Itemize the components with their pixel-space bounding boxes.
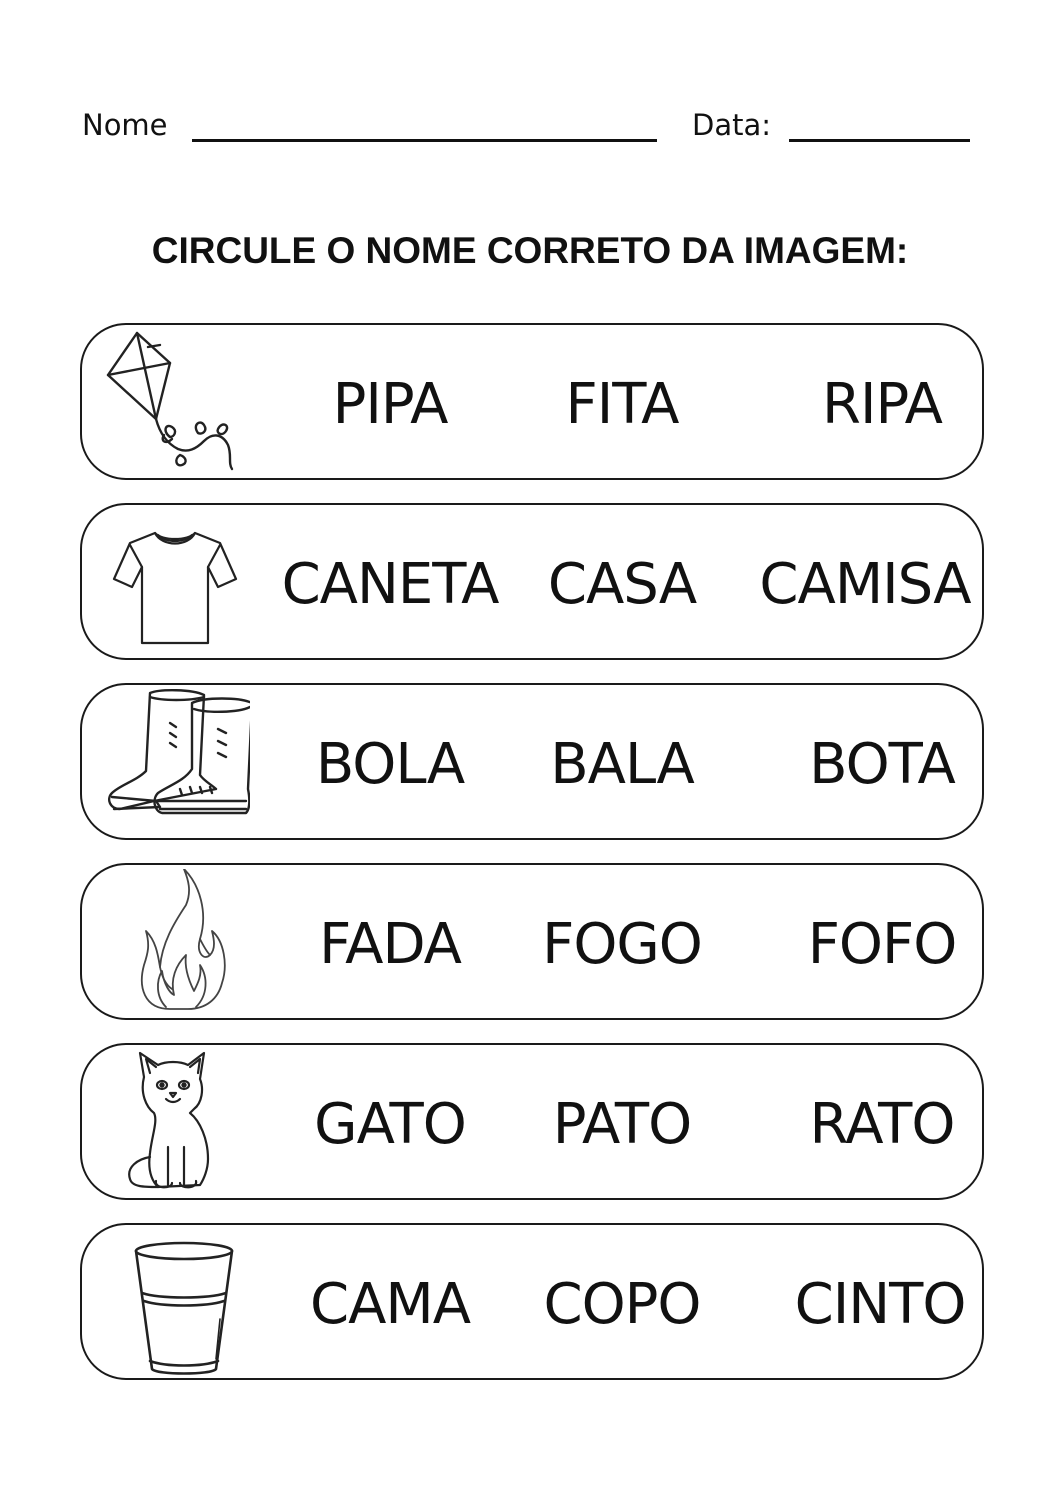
option-word[interactable]: COPO	[543, 1272, 701, 1337]
option-word[interactable]: CINTO	[794, 1272, 966, 1337]
option-word[interactable]: GATO	[314, 1092, 466, 1157]
option-word[interactable]: PIPA	[332, 372, 448, 437]
boots-icon	[100, 689, 250, 837]
option-word[interactable]: CAMA	[309, 1272, 471, 1337]
cat-icon	[100, 1049, 250, 1197]
row-cat	[80, 1043, 984, 1200]
option-word[interactable]: FADA	[319, 912, 461, 977]
option-word[interactable]: RIPA	[822, 372, 942, 437]
date-line[interactable]	[789, 139, 970, 142]
row-tshirt	[80, 503, 984, 660]
option-word[interactable]: CAMISA	[759, 552, 971, 617]
glass-icon	[100, 1229, 250, 1377]
row-glass	[80, 1223, 984, 1380]
option-word[interactable]: RATO	[809, 1092, 955, 1157]
date-label: Data:	[692, 108, 772, 142]
row-boots	[80, 683, 984, 840]
option-word[interactable]: FOFO	[807, 912, 957, 977]
option-word[interactable]: BOTA	[809, 732, 955, 797]
option-word[interactable]: FOGO	[542, 912, 702, 977]
row-fire	[80, 863, 984, 1020]
tshirt-icon	[100, 509, 250, 657]
row-kite	[80, 323, 984, 480]
option-word[interactable]: FITA	[565, 372, 679, 437]
name-label: Nome	[82, 108, 168, 142]
kite-icon	[100, 329, 250, 477]
option-word[interactable]: PATO	[552, 1092, 692, 1157]
option-word[interactable]: CANETA	[281, 552, 499, 617]
name-line[interactable]	[192, 139, 657, 142]
header	[82, 100, 972, 150]
fire-icon	[100, 869, 250, 1017]
page-title: CIRCULE O NOME CORRETO DA IMAGEM:	[151, 230, 909, 271]
option-word[interactable]: BOLA	[315, 732, 465, 797]
option-word[interactable]: BALA	[550, 732, 694, 797]
option-word[interactable]: CASA	[547, 552, 697, 617]
